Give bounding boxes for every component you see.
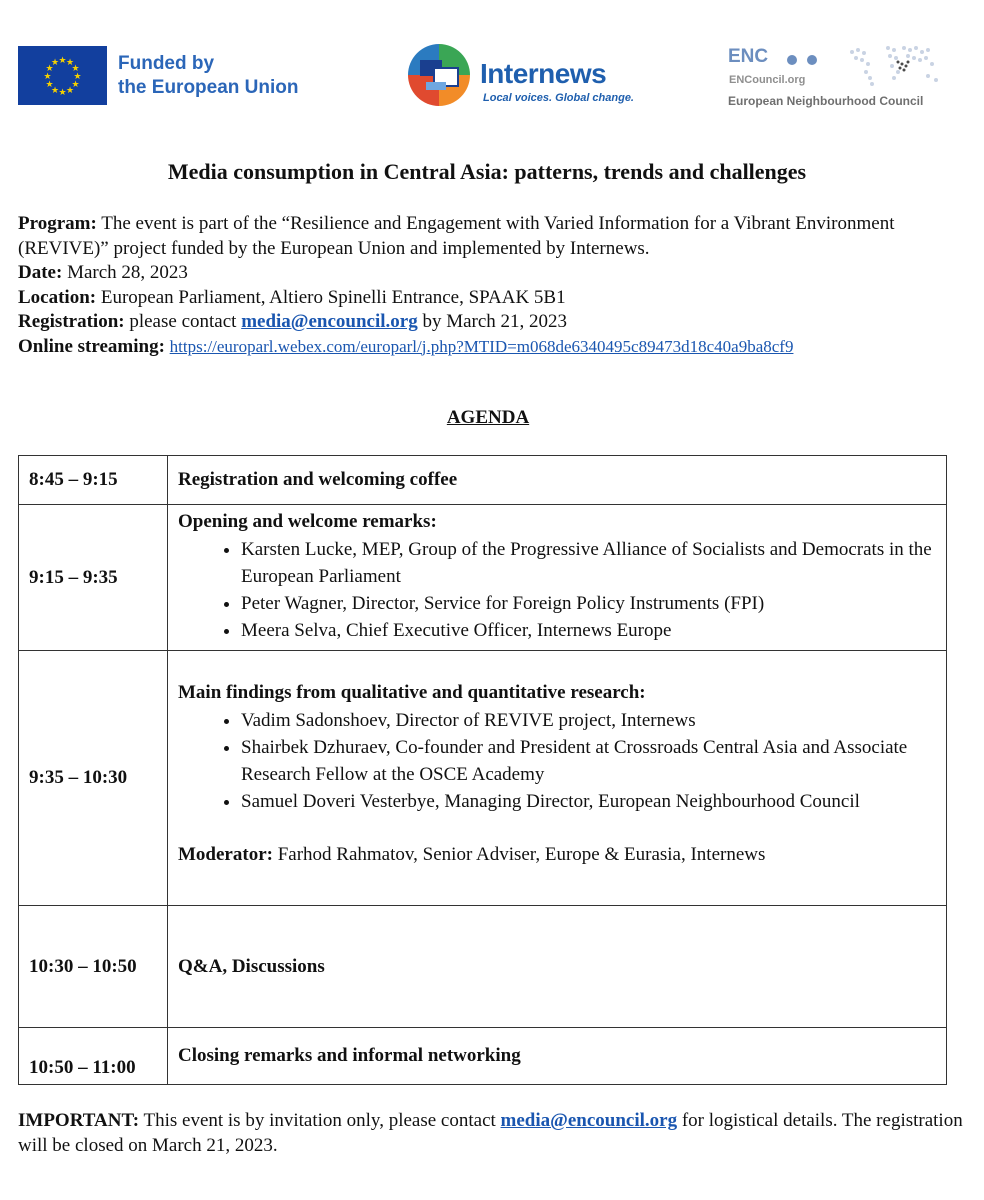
moderator-text: Farhod Rahmatov, Senior Adviser, Europe & Eurasia, Internews: [277, 844, 766, 865]
speaker-item: • Vadim Sadonshoev, Director of REVIVE project, Internews: [241, 707, 946, 734]
agenda-row: [19, 505, 947, 651]
streaming-link[interactable]: https://europarl.webex.com/europarl/j.php?MTID=m068de6340495c89473d18c40a9ba8cf9: [169, 336, 794, 356]
speaker-list: [178, 536, 946, 644]
program-text: The event is part of the “Resilience and Engagement with Varied Information for a Vibrant Environment (REVIVE)” project funded by the European Union and implemented by Internews.: [18, 213, 895, 259]
important-note: [18, 1108, 968, 1158]
internews-tagline: Local voices. Global change.: [483, 92, 634, 104]
date-line: [18, 261, 968, 286]
registration-email-link[interactable]: media@encouncil.org: [241, 311, 418, 332]
agenda-row: [19, 1028, 947, 1085]
eu-line2: the European Union: [118, 77, 299, 98]
agenda-time: 9:15 – 9:35: [19, 505, 168, 651]
agenda-content: [168, 651, 947, 906]
agenda-table: [18, 455, 947, 1085]
internews-logo-icon: [406, 42, 472, 108]
agenda-row: [19, 906, 947, 1028]
date-label: Date:: [18, 262, 63, 283]
enc-dots-icon: [787, 52, 827, 70]
program-line: [18, 212, 968, 261]
speaker-item: • Shairbek Dzhuraev, Co-founder and President at Crossroads Central Asia and Associate Research Fellow at the OSCE Academy: [241, 734, 946, 788]
agenda-heading-text: Registration and welcoming coffee: [178, 469, 458, 490]
enc-full-name: European Neighbourhood Council: [728, 94, 924, 108]
agenda-heading-text: Closing remarks and informal networking: [178, 1045, 521, 1066]
agenda-content: [168, 505, 947, 651]
svg-text:★: ★: [43, 72, 52, 82]
svg-text:★: ★: [45, 64, 54, 74]
streaming-label: Online streaming:: [18, 335, 165, 357]
location-label: Location:: [18, 286, 97, 308]
svg-text:★: ★: [73, 72, 82, 82]
speaker-item: • Karsten Lucke, MEP, Group of the Progressive Alliance of Socialists and Democrats in the European Parliament: [241, 536, 946, 590]
speaker-item: • Samuel Doveri Vesterbye, Managing Director, European Neighbourhood Council: [241, 788, 946, 815]
important-pre: This event is by invitation only, please contact: [143, 1110, 496, 1131]
location-text: European Parliament, Altiero Spinelli Entrance, SPAAK 5B1: [100, 286, 566, 308]
svg-text:★: ★: [58, 56, 67, 66]
agenda-content: [168, 906, 947, 1028]
agenda-heading-text: Main findings from qualitative and quantitative research:: [178, 682, 646, 703]
agenda-row: [19, 456, 947, 505]
agenda-heading: AGENDA: [446, 407, 530, 428]
agenda-content: [168, 1028, 947, 1085]
document-title: Media consumption in Central Asia: patterns, trends and challenges: [167, 159, 807, 184]
svg-text:★: ★: [58, 88, 67, 98]
important-post: for logistical details. The registration will be closed on March 21, 2023.: [18, 1110, 963, 1156]
speaker-list: [178, 707, 946, 815]
event-info: [18, 212, 968, 359]
agenda-heading-text: Opening and welcome remarks:: [178, 511, 437, 532]
svg-text:★: ★: [50, 58, 60, 68]
svg-text:★: ★: [45, 80, 54, 90]
date-text: March 28, 2023: [67, 262, 188, 283]
speaker-item: • Meera Selva, Chief Executive Officer, Internews Europe: [241, 617, 946, 644]
eu-funded-text: [118, 52, 299, 100]
eu-line1: Funded by: [118, 53, 215, 74]
svg-text:★: ★: [65, 86, 75, 96]
program-label: Program:: [18, 213, 97, 234]
svg-text:★: ★: [65, 58, 75, 68]
registration-line: [18, 310, 968, 335]
registration-post: by March 21, 2023: [422, 311, 568, 332]
agenda-time: 9:35 – 10:30: [19, 651, 168, 906]
internews-name: Internews: [480, 58, 607, 89]
agenda-time: 8:45 – 9:15: [19, 456, 168, 505]
agenda-time: 10:50 – 11:00: [19, 1028, 168, 1085]
enc-site: ENCouncil.org: [729, 74, 806, 86]
speaker-item: • Peter Wagner, Director, Service for Foreign Policy Instruments (FPI): [241, 590, 946, 617]
moderator-line: [178, 843, 946, 867]
enc-abbr: ENC: [728, 46, 769, 67]
location-line: [18, 286, 968, 311]
registration-label: Registration:: [18, 311, 125, 332]
important-email-link[interactable]: media@encouncil.org: [500, 1110, 678, 1131]
svg-text:★: ★: [50, 86, 60, 96]
registration-pre: please contact: [129, 311, 237, 332]
streaming-line: [18, 335, 968, 360]
agenda-heading-text: Q&A, Discussions: [178, 955, 325, 977]
world-map-icon: [832, 38, 950, 94]
agenda-row: [19, 651, 947, 906]
agenda-content: [168, 456, 947, 505]
svg-text:★: ★: [71, 80, 80, 90]
agenda-time: 10:30 – 10:50: [19, 906, 168, 1028]
eu-flag-logo: [18, 46, 107, 105]
svg-text:★: ★: [71, 64, 80, 74]
moderator-label: Moderator:: [178, 844, 273, 865]
important-label: IMPORTANT:: [18, 1110, 140, 1131]
